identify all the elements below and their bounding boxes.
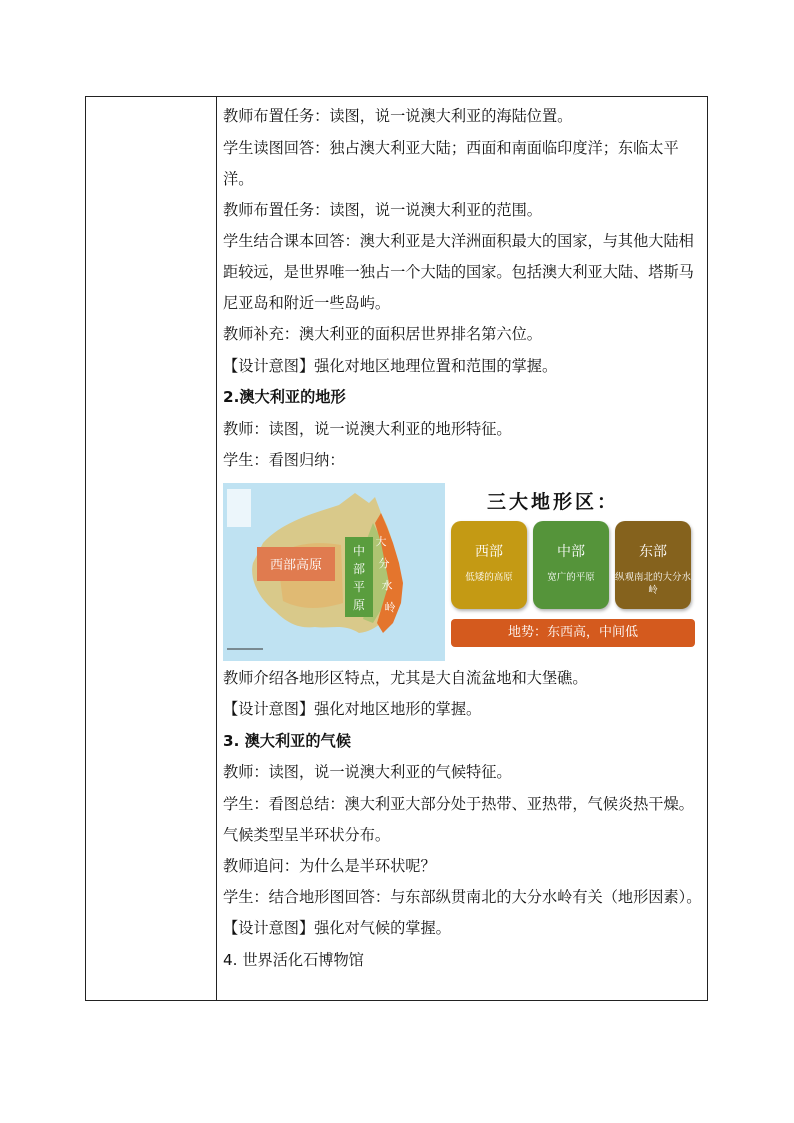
region-desc: 纵观南北的大分水岭 bbox=[615, 571, 692, 596]
content-cell bbox=[223, 101, 703, 976]
svg-text:部: 部 bbox=[352, 561, 366, 576]
region-east bbox=[615, 521, 691, 609]
map-label-east-char: 水 bbox=[381, 578, 393, 592]
paragraph: 教师：读图，说一说澳大利亚的地形特征。 bbox=[223, 419, 512, 438]
terrain-figure bbox=[223, 483, 703, 661]
paragraph: 教师追问：为什么是半环状呢？ bbox=[223, 856, 436, 875]
paragraph: 学生读图回答：独占澳大利亚大陆；西面和南面临印度洋；东临太平洋。 bbox=[223, 138, 679, 188]
map-label-east-char: 岭 bbox=[384, 600, 396, 614]
region-desc: 低矮的高原 bbox=[465, 571, 513, 583]
map-label-east-char: 大 bbox=[375, 534, 387, 548]
australia-map bbox=[223, 483, 445, 661]
column-divider bbox=[216, 97, 217, 1000]
paragraph: 教师布置任务：读图，说一说澳大利亚的海陆位置。 bbox=[223, 107, 573, 125]
section-heading: 4. 世界活化石博物馆 bbox=[223, 950, 364, 969]
design-intent: 【设计意图】强化对气候的掌握。 bbox=[223, 919, 451, 937]
paragraph: 学生结合课本回答：澳大利亚是大洋洲面积最大的国家，与其他大陆相距较远，是世界唯一独占一个大陆的国家。包括澳大利亚大陆、塔斯马尼亚岛和附近一些岛屿。 bbox=[223, 232, 694, 312]
design-intent: 【设计意图】强化对地区地理位置和范围的掌握。 bbox=[223, 356, 558, 375]
section-heading: 3. 澳大利亚的气候 bbox=[223, 731, 351, 750]
paragraph: 教师介绍各地形区特点，尤其是大自流盆地和大堡礁。 bbox=[223, 668, 588, 687]
region-middle bbox=[533, 521, 609, 609]
design-intent: 【设计意图】强化对地区地形的掌握。 bbox=[223, 700, 482, 718]
section-heading: 2.澳大利亚的地形 bbox=[223, 388, 346, 406]
paragraph: 学生：看图归纳： bbox=[223, 451, 345, 469]
svg-text:平: 平 bbox=[352, 579, 366, 594]
region-west bbox=[451, 521, 527, 609]
region-name: 中部 bbox=[557, 543, 585, 560]
map-label-east-char: 分 bbox=[378, 556, 390, 570]
paragraph: 教师布置任务：读图，说一说澳大利亚的范围。 bbox=[223, 200, 542, 219]
map-label-middle: 中 bbox=[352, 543, 366, 558]
svg-text:原: 原 bbox=[352, 597, 366, 612]
region-name: 西部 bbox=[475, 543, 503, 560]
region-desc: 宽广的平原 bbox=[547, 571, 595, 583]
paragraph: 学生：看图总结：澳大利亚大部分处于热带、亚热带，气候炎热干燥。气候类型呈半环状分布。 bbox=[223, 794, 694, 844]
terrain-regions-diagram bbox=[451, 483, 703, 661]
terrain-summary-bar: 地势：东西高，中间低 bbox=[451, 619, 695, 647]
lesson-table bbox=[85, 96, 708, 1001]
region-name: 东部 bbox=[639, 543, 667, 560]
paragraph: 教师：读图，说一说澳大利亚的气候特征。 bbox=[223, 763, 512, 781]
diagram-title: 三大地形区： bbox=[487, 490, 620, 513]
map-label-west: 西部高原 bbox=[269, 557, 323, 573]
paragraph: 学生：结合地形图回答：与东部纵贯南北的大分水岭有关（地形因素）。 bbox=[223, 888, 702, 906]
paragraph: 教师补充：澳大利亚的面积居世界排名第六位。 bbox=[223, 325, 542, 343]
